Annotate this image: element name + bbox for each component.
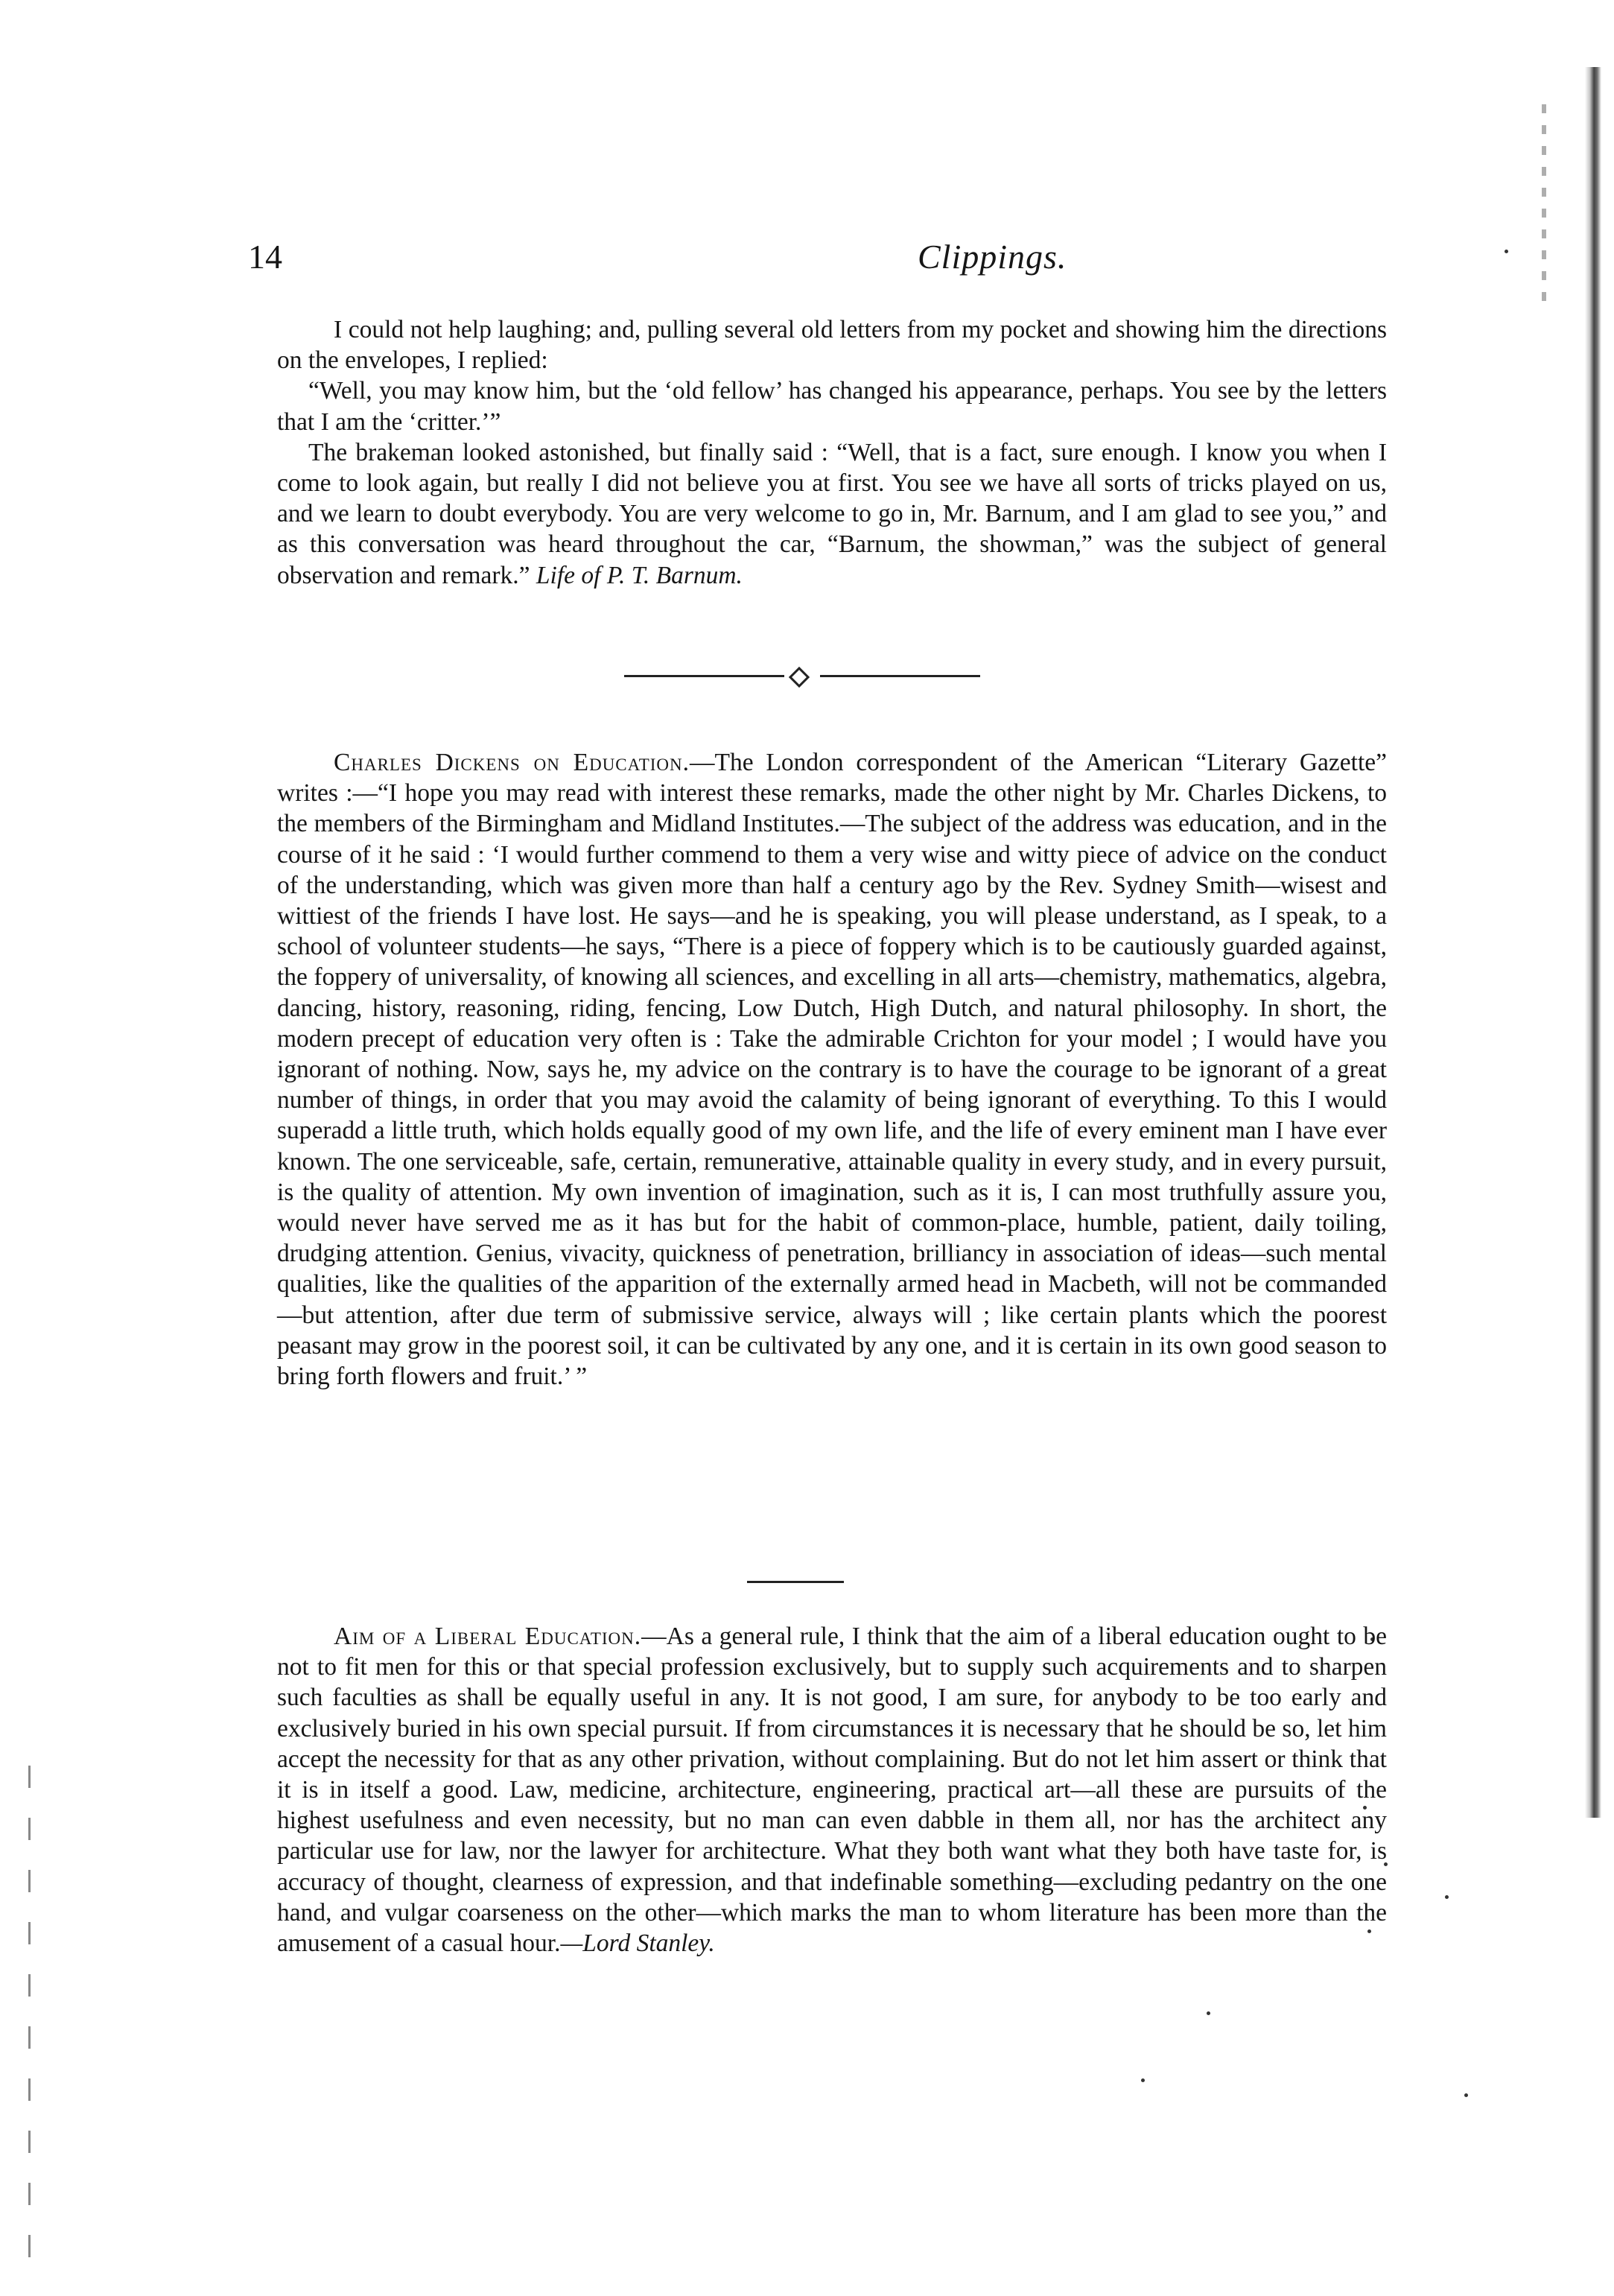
running-title: Clippings. [918,238,1067,276]
barnum-excerpt [277,314,1387,591]
paragraph [277,1621,1387,1959]
article-body: —As a general rule, I think that the aim of a liberal education ought to be not to fit men for this or that special profession exclusively, but to supply such acquirements and to sharpen such faculties as shall be equally useful in any. It is not good, I am sure, for anybody to be too early and exclusively buried in his own special pursuit. If from circumstances it is necessary that he should be so, let him accept the necessity for that as any other privation, without complaining. But do not let him assert or think that it is in itself a good. Law, medicine, architecture, engineering, practical art—all these are pursuits of the highest usefulness and even necessity, but no man can even dabble in them all, nor has the architect any particular use for law, nor the lawyer for architecture. What they both want what they both have taste for, is accuracy of thought, clearness of expression, and that indefinable something—excluding pedantry on the one hand, and vulgar coarseness on the other—which marks the man to whom literature has been more than the amusement of a casual hour. [277,1623,1387,1958]
paper-speck [1505,250,1508,253]
section-rule [747,1581,844,1583]
paragraph [277,747,1387,1392]
paper-speck [1141,2078,1145,2082]
paper-speck [1464,2093,1468,2097]
paragraph [277,437,1387,591]
binding-shadow [1542,104,1546,313]
page-number: 14 [248,238,282,276]
paper-speck [1207,2011,1210,2015]
source-citation: —Lord Stanley. [560,1929,715,1958]
paragraph: “Well, you may know him, but the ‘old fellow’ has changed his appearance, perhaps. You see by the letters that I am the ‘critter.’” [277,377,1387,436]
paragraph: I could not help laughing; and, pulling several old letters from my pocket and showing him the directions on the envelopes, I replied: [277,316,1387,375]
article-heading: Aim of a Liberal Education. [334,1623,642,1650]
liberal-education-article [277,1621,1387,1959]
article-body: —The London correspondent of the American “Literary Gazette” writes :—“I hope you may read with interest these remarks, made the other night by Mr. Charles Dickens, to the members of the Birmingham and Midland Institutes.—The subject of the address was education, and in the course of it he said : ‘I would further commend to them a very wise and witty piece of advice on the conduct of the understanding, which was given more than half a century ago by the Rev. Sydney Smith—wisest and wittiest of the friends I have lost. He says—and he is speaking, you will please understand, as I speak, to a school of volunteer students—he says, “There is a piece of foppery which is to be cautiously guarded against, the foppery of universality, of knowing all sciences, and excelling in all arts—chemistry, mathematics, algebra, dancing, history, reasoning, riding, fencing, Low Dutch, High Dutch, and natural philosophy. In short, the modern precept of education very often is : Take the admirable Crichton for your model ; I would have you ignorant of nothing. Now, says he, my advice on the contrary is to have the courage to be ignorant of a great number of things, in order that you may avoid the calamity of being ignorant of everything. To this I would superadd a little truth, which holds equally good of my own life, and the life of every eminent man I have ever known. The one serviceable, safe, certain, remunerative, attainable quality in every study, and in every pursuit, is the quality of attention. My own invention of imagination, such as it is, I can most truthfully assure you, would never have served me as it has but for the habit of common-place, humble, patient, daily toiling, drudging attention. Genius, vivacity, quickness of penetration, brilliancy in association of ideas—such mental qualities, like the qualities of the apparition of the externally armed head in Macbeth, will not be commanded—but attention, after due term of submissive service, always will ; like certain plants which the poorest peasant may grow in the poorest soil, it can be cultivated by any one, and it is certain in its own good season to bring forth flowers and fruit.’ ” [277,749,1388,1391]
ornamental-divider [624,668,980,683]
left-edge-mark [28,1766,31,2257]
paragraph-text: The brakeman looked astonished, but finally said : “Well, that is a fact, sure enough. I know you when I come to look again, but really I did not believe you at first. You see we have all sorts of tricks played on us, and we learn to doubt everybody. You are very welcome to go in, Mr. Barnum, and I am glad to see you,” and as this conversation was heard throughout the car, “Barnum, the showman,” was the subject of general observation and remark.” [277,438,1387,589]
article-heading: Charles Dickens on Education. [334,749,690,776]
dickens-article [277,747,1387,1392]
paper-speck [1445,1895,1449,1899]
binding-edge [1585,67,1601,1818]
source-citation: Life of P. T. Barnum. [536,561,743,589]
